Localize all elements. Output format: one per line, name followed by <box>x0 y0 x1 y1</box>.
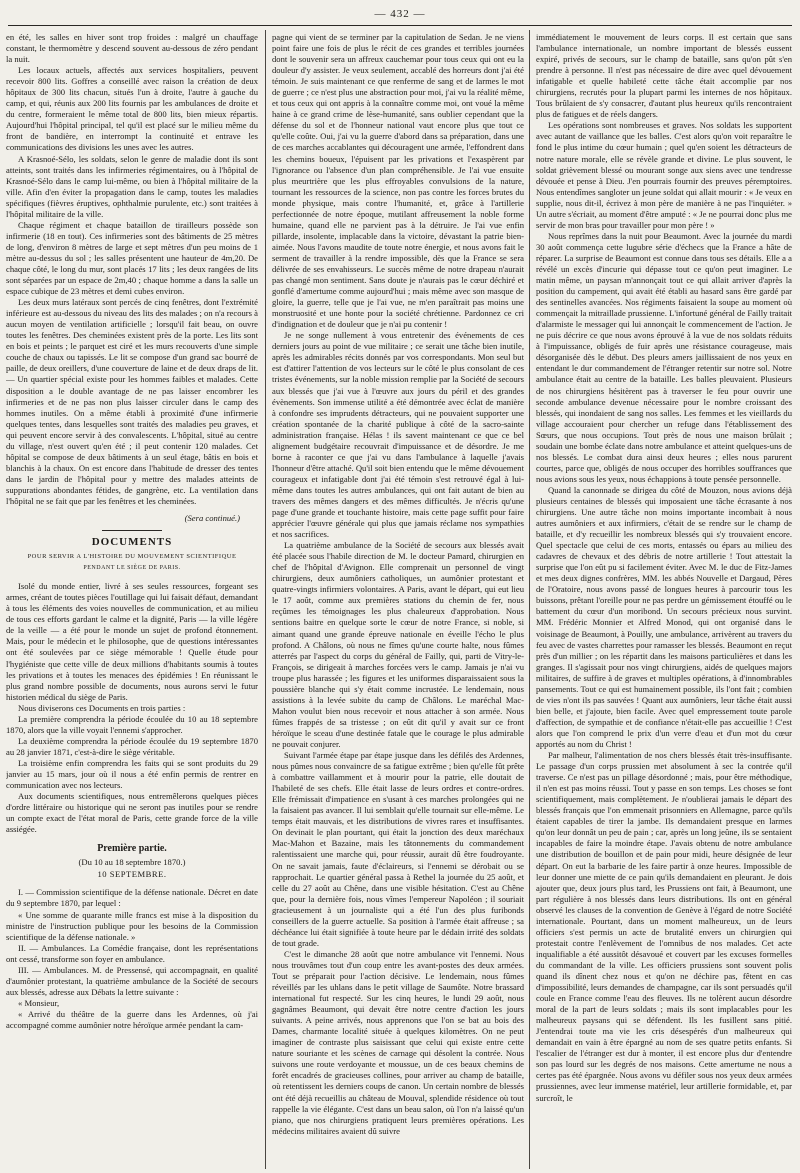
paragraph: « Une somme de quarante mille francs est mise à la disposition du ministre de l'instruction publique pour les besoins de la Commission scientifique de la défense nationale. » <box>6 909 258 942</box>
paragraph: II. — Ambulances. La Comédie française, dont les représentations ont cessé, transforme son foyer en ambulance. <box>6 942 258 964</box>
paragraph: Les opérations sont nombreuses et graves. Nos soldats les supportent avec autant de vaillance que les balles. C'est alors qu'on voit reparaître le fond le plus intime du cœur humain ; quel qu'en soient les détracteurs de notre nature morale, elle se révèle grande et divine. Le plus souvent, le soldat grièvement blessé ou mourant songe aux siens avec une tendresse dévouée et pense à Dieu. J'en pourrais fournir des preuves péremptoires. Nous entendîmes sangloter un jeune soldat qui allait mourir : « Je veux en supplie, nous dit-il, écrivez à mon père de manière à ne pas l'inquiéter. » Un autre s'écriait, au moment d'être amputé : « Je ne pourrai donc plus me servir de mon bras pour travailler pour mon père ! » <box>536 120 792 230</box>
column-1 <box>6 32 258 1169</box>
paragraph: « Arrivé du théâtre de la guerre dans les Ardennes, où j'ai accompagné comme aumônier notre héroïque armée pendant la cam- <box>6 1008 258 1030</box>
section-title: DOCUMENTS <box>91 536 173 549</box>
continuation-note: (Sera continué.) <box>184 513 240 524</box>
paragraph: La troisième enfin comprendra les faits qui se sont produits du 29 janvier au 15 mars, jour où il nous a été enfin permis de rentrer en communication avec nos lecteurs. <box>6 757 258 791</box>
paragraph: Les deux murs latéraux sont percés de cinq fenêtres, dont l'extrémité inférieure est au-dessous du niveau des lits des malades ; on n'a recours à aucun moyen de ventilation artificielle ; lorsqu'il fait beau, on ouvre toutes les fenêtres. Des cheminées existent près de la porte. Les lits sont en bois et peints ; le parquet est ciré et les murs recouverts d'une simple couche de chaux ou tapissés. Le lit se compose d'un grand sac bourré de paille, de deux oreillers, d'une couverture de laine et de deux draps de lit. — Un quartier spécial existe pour les hommes faibles et malades. Cette disposition a le double avantage de ne pas laisser encombrer les infirmeries et de ne pas non plus laisser circuler dans le camp des hommes inutiles. On a même établi à proximité d'une infirmerie quelques tentes, dans lesquelles sont traités des maladies peu graves, et qui peuvent encore servir à des convalescents. L'hôpital, situé au centre du village, n'est ouvert qu'en été ; il peut contenir 120 malades. Cet hôpital se compose de deux bâtiments à un seul étage, bâtis en bois et blanchis à la chaux. On est encore dans l'habitude de dresser des tentes dans le jardin de l'hôpital pour y mettre des malades atteints de suppurations abondantes fétides, de gangrène, etc. La ventilation dans l'hôpital ne se fait que par les fenêtres et les cheminées. <box>6 297 258 506</box>
paragraph: A Krasnoé-Sélo, les soldats, selon le genre de maladie dont ils sont atteints, sont traités dans les infirmeries régimentaires, ou à l'hôpital de Krasnoé-Sélo dans le camp lui-même, ou bien à l'hôpital militaire de la ville. Afin d'en éviter la propagation dans le camp, toutes les maladies spécifiques (fièvres éruptives, ophthalmie purulente, etc.) sont traitées à l'hôpital militaire de la ville. <box>6 153 258 219</box>
part-dates: (Du 10 au 18 septembre 1870.) <box>78 857 186 868</box>
column-3 <box>536 32 792 1169</box>
column-separator <box>265 30 266 1169</box>
paragraph: Chaque régiment et chaque bataillon de tirailleurs possède son infirmerie (18 en tout). Ces infirmeries sont des bâtiments de 25 mètres de long, d'environ 8 mètres de large et sept mètres d'un peu moins de 1 mètre au-dessus du sol ; les salles présentent une hauteur de 4m,20. De chaque côté, le long du mur, sont placés 17 lits ; les deux rangées de lits sont séparées par un espace de 2m,40 ; chaque homme a dans la salle un espace cubique de 23 mètres et demi cubes environ. <box>6 219 258 297</box>
paragraph: Aux documents scientifiques, nous entremêlerons quelques pièces d'ordre littéraire ou historique qui ne seront pas inutiles pour se rendre un compte exact de l'état moral de Paris, cette grande force de la ville assiégée. <box>6 791 258 835</box>
part-day: 10 SEPTEMBRE. <box>97 869 167 880</box>
paragraph: Isolé du monde entier, livré à ses seules ressources, forgeant ses armes, créant de toutes pièces l'outillage qui lui faisait défaut, demandant à tous les éléments des voies nouvelles de communication, et au milieu de tous ces efforts gardant le calme et la dignité, Paris — la ville légère de la veille — a été pour le monde un sujet de profond étonnement. Mais, pour le médecin et le philosophe, que de questions intéressantes ont été soulevées par ce siège mémorable ! Quelle étude pour l'hygiéniste que cette ville de deux millions d'habitants soumis à toutes les privations et à toutes les menaces des épidémies ! En réunissant le plus grand nombre possible de documents, nous aurons servi le futur historien médical du siège de Paris. <box>6 581 258 702</box>
paragraph: Nous reprîmes dans la nuit pour Beaumont. Avec la journée du mardi 30 août commença cette lugubre série d'échecs que la France a hâte de réparer. La surprise de Beaumont est connue dans tous ses détails. Elle a a révélé un excès d'incurie qui dépasse tout ce qu'on peut imaginer. Le matin même, un paysan m'annonçait tout ce qui allait arriver d'après la position du campement, qui avait été établi au hasard sans être gardé par des sentinelles avancées. Nos régiments faisaient la soupe au moment où commençait la mitraillade prussienne. L'infortuné général de Failly traitait d'alarmiste le messager qui lui annonçait le commencement de l'action. Je ne puis décrire ce que nous avons éprouvé à la vue de nos soldats réduits à l'impuissance, obligés de fuir après une résistance courageuse, mais désorganisée dès le début. Des pleurs amers jaillissaient de nos yeux en entendant le dur commandement de l'étranger retentir sur notre sol. Notre ambulance était au centre de la bataille. Les balles pleuvaient. Plusieurs de nos chirurgiens hésitèrent pas à traverser le feu pour ouvrir une seconde ambulance devenue nécessaire pour le nombre croissant des blessés, qui inondaient de sang nos salles. Les femmes et les vieillards du village accouraient pour chercher un refuge dans l'établissement des Sœurs, que nous occupions. Tout près de nous une maison brûlait ; soudain une bombe éclate dans notre ambulance et atteint quelques-uns de nos blessés. Le combat dura ainsi deux heures ; elles nous parurent courtes, parce que, obligés de nous occuper des horribles souffrances que nous avions sous les yeux, nous échappions à toute pensée personnelle. <box>536 230 792 484</box>
page-number: — 432 — <box>374 8 426 20</box>
section-subtitle: POUR SERVIR A L'HISTOIRE DU MOUVEMENT SCIENTIFIQUE <box>27 553 237 561</box>
paragraph: I. — Commission scientifique de la défense nationale. Décret en date du 9 septembre 1870, par lequel : <box>6 887 258 909</box>
paragraph: « Monsieur, <box>18 997 60 1008</box>
paragraph: Suivant l'armée étape par étape jusque dans les défilés des Ardennes, nous pûmes nous convaincre de sa fatigue extrême ; bien qu'elle fût prête à combattre vaillamment et à mourir pour la patrie, elle doutait de l'habileté de ses chefs. Elle était lasse de leurs ordres et contre-ordres. Elle frémissait d'impatience en s'usant à ces marches prolongées qui ne la faisaient pas avancer. Il lui semblait qu'elle tournait sur elle-même. Le temps était mauvais, et les distributions de vivres rares et insuffisantes. On devinait le plan pourtant, qui était la jonction des deux maréchaux Mac-Mahon et Bazaine, mais les tâtonnements du commandement ralentissaient une marche qui, pour réussir, aurait dû être foudroyante. On ne savait jamais, faute d'éclaireurs, si l'ennemi se dérobait ou se rapprochait. Le quartier général passa à Rethel la journée du 25 août, et celle du 27 août au Chêne, dans une visible hésitation. C'est au Chêne que, pour la dernière fois, nous vîmes l'empereur Napoléon ; il souriait gracieusement à un journaliste qui a été l'un des plus furibonds conseillers de la guerre actuelle. Sa position à l'armée était affreuse ; sa déchéance lui était signifiée à toute heure par le dédain irrité des soldats de tout grade. <box>272 750 524 948</box>
paragraph: Quand la canonnade se dirigea du côté de Mouzon, nous avions déjà plusieurs centaines de blessés qui imposaient une tâche écrasante à nos chirurgiens. Une autre tâche non moins importante incombait à nous autres aumôniers et aux infirmiers, c'était de se rendre sur le champ de bataille, et d'y recueillir les nombreux blessés qui s'y trouvaient encore. Quel spectacle que celui de ces morts, entassés ou épars au milieu des cadavres de chevaux et des débris de notre artillerie ! Tout attestait la surprise que l'on eût pu si facilement éviter. Avec M. le duc de Fitz-James et mes deux dignes confrères, MM. les abbés Nouvelle et Dargaud, Pères de l'Oratoire, nous avons passé de longues heures à parcourir tous les buissons, prêtant l'oreille pour ne pas perdre un gémissement étouffé ou le battement du cœur d'un moribond. Un secours précieux nous survint. MM. Frédéric Monnier et Alfred Monod, qui ont organisé dans le voisinage de Beaumont, à Pouilly, une ambulance, arrivèrent au travers du feu avec de vastes charrettes pour ramasser les blessés. Beaumont en reçut près d'un millier ; on les répartit dans les maisons particulières et dans les granges. Il s'agissait pour nos vingt chirurgiens, aidés de quelques majors militaires, de suffire à de graves et multiples opérations, à d'innombrables pansements. Tout ce qui est humainement possible, ils l'ont fait ; combien de vies n'ont ils pas sauvées ! Quant aux aumôniers, leur tâche était aussi bien belle, et j'ajoute, bien facile. Avec quel empressement toute parole d'affection, de sympathie et de confiance n'était-elle pas accueillie ! C'est alors que l'on comprend le prix d'un verre d'eau et d'un mot du cœur apportés au nom du Christ ! <box>536 484 792 749</box>
paragraph: Les locaux actuels, affectés aux services hospitaliers, peuvent recevoir 800 lits. Goffres a conseillé avec raison la création de deux hôpitaux de 300 lits chacun, situés l'un à droite, l'autre à gauche du camp, et qui, réunis aux 200 lits fournis par les ambulances de droite et du centre, formeraient le même total de 800 lits, bien mieux répartis. Aujourd'hui l'hôpital principal, tel qu'il est placé sur le milieu même du front de bandière, en interrompt la continuité et entrave les communications des divisions les unes avec les autres. <box>6 65 258 153</box>
paragraph: La quatrième ambulance de la Société de secours aux blessés avait été placée sous l'habile direction de M. le docteur Pamard, chirurgien en chef de l'hôpital d'Avignon. Elle comprenait un personnel de vingt chirurgiens, deux aumôniers catholiques, un aumônier protestant et quatre-vingts infirmiers volontaires. A Paris, avant le départ, qui eut lieu le 17 août, comme aux premières stations du chemin de fer, nous reçûmes les témoignages les plus chaleureux d'approbation. Nous sentions baitre en quelque sorte le cœur de notre France, si noble, si aimant quand une grande épreuve nationale en éveille l'écho le plus profond. A Châlons, où nous ne fîmes qu'une courte halte, nous fûmes atterrés par l'aspect du corps du général de Failly, qui, parti de Vitry-le-François, se dirigeait à marches forcées vers le camp. Jamais je n'ai vu troupe plus harassée ; les figures et les uniformes disparaissaient sous la poussière blanche qui s'y était comme incrustée. Le lendemain, nous assistions à la levée subite du camp de Châlons. Le maréchal Mac-Mahon voulut bien nous recevoir et nous attacher à son armée. Nous fûmes frappés de sa tristesse ; on eût dit qu'il y avait sur ce front héroïque le sceau d'une destinée fatale que le courage le plus admirable ne pouvait conjurer. <box>272 540 524 749</box>
column-separator <box>529 30 530 1169</box>
paragraph: Par malheur, l'alimentation de nos chers blessés était très-insuffisante. Le passage d'un corps prussien met absolument à sec la contrée qu'il traverse. Ce n'est pas un pillage désordonné ; mais, pour être méthodique, il n'en est pas moins réussi. Tout y passe en son temps. Les choses se font scientifiquement, mais complètement. Je n'oublierai jamais le départ des blessés français que l'on emmenait prisonniers en Allemagne, parce qu'ils étaient capables de tirer la jambe. Ils demandaient presque en larmes qu'on leur donnât un peu de pain ; car, après un long jeûne, ils se sentaient incapables de faire la moindre étape. J'avais obtenu de notre ambulance une distribution de bouillon et de pain pour midi, heure désignée de leur départ. On eut la barbarie de les faire partir à onze heures. Impossible de leur donner une miette de ce pain qu'ils demandaient en pleurant. Je dois ajouter que, deux jours plus tard, les Prussiens ont fait, à Beaumont, une part régulière à nos blessés dans leurs distributions. Ils ont en général observé les clauses de la convention de Genève à l'égard de notre Société internationale. Pourtant, dans un moment malheureux, un de leurs officiers s'est permis un acte de brutalité envers un chirurgien qui protestait contre l'enlèvement de l'omnibus de nos malades. Cet acte inqualifiable a été aussitôt désavoué et couvert par les excuses formelles du commandant de la ville. Les officiers prussiens sont souvent polis quand ils dînent chez nous et qu'on ne déchire pas, fêtent en cas d'impossibilité, leurs demandes de champagne, car ils sont persuadés qu'il coule en France comme l'eau des fleuves. Ils ne tolèrent aucun désordre moral de la part de leurs soldats ; mais ils sont implacables pour les malheureux paysans qui se défendent. Ils les fusillent sans pitié. J'entendrai toute ma vie les cris désespérés d'un malheureux qui demandait en vain à être épargné au nom de ses quatre petits enfants. Si l'escalier de l'étranger est dur à monter, il est encore plus dur d'entendre son pas lourd sur les degrés de nos maisons. Cette amertume ne nous a certes pas été épargnée. Nous avons vu défiler sous nos yeux deux armées prussiennes, avec leur immense matériel, leur artillerie formidable, et, par surcroît, le <box>536 750 792 1103</box>
paragraph: en été, les salles en hiver sont trop froides : malgré un chauffage constant, le thermomètre y descend souvent au-dessous de zéro pendant la nuit. <box>6 32 258 65</box>
top-rule <box>8 25 792 26</box>
paragraph: pagne qui vient de se terminer par la capitulation de Sedan. Je ne viens point faire une fois de plus le récit de ces grandes et terribles journées dont le souvenir sera un affreux cauchemar pour tous ceux qui ont eu la douleur d'y assister. Je veux seulement, accablé des horreurs dont j'ai été témoin. Je suis maintenant ce que renferme de sang et de larmes le mot de guerre ; ce n'est plus une abstraction pour moi, j'ai vu la réalité même, et tous ceux qui ont appris à la connaître comme moi, ont voué la même haine à ce grand crime de lèse-humanité, sans oublier cependant que la défense du sol et de l'honneur national vaut encore plus que tout ce qu'elle coûte. Oui, j'ai vu la guerre d'abord dans sa préparation, dans une de ces marches accablantes qui découragent une armée, l'effondrent dans les chemins boueux, l'épuisent par les privations et l'exaspèrent par l'ignorance ou l'absence d'un plan compréhensible. Je l'ai vue ensuite plus meurtrière que les plus effroyables convulsions de la nature, tournant les ressources de la science, non pas contre les forces brutes du monde physique, mais contre l'humanité, et, grâce à l'artillerie perfectionnée de notre époque, mutilant affreusement la noble forme humaine, quand elle ne parvient pas à la détruire. Je l'ai vue enfin pillarde, insolente, implacable dans la victoire, dévastant la patrie bien-aimée. Nous l'avons maudite de toute notre énergie, et nous avons fait le serment de travailler à la rendre impossible, dès que la France se sera délivrée de ses envahisseurs. Le succès même de notre drapeau n'aurait pas changé mon sentiment. Sans doute je n'aurais pas le cœur déchiré et gonflé d'amertume comme aujourd'hui ; mais même avec son masque de gloire, la guerre, telle que je l'ai vue, ne m'en paraîtrait pas moins une monstruosité et une honte pour la société chrétienne. Pardonnez ce cri d'indignation et de douleur que je n'ai pu contenir ! <box>272 32 524 330</box>
paragraph: La première comprendra la période écoulée du 10 au 18 septembre 1870, alors que la ville voyait l'ennemi s'approcher. <box>6 713 258 735</box>
paragraph: immédiatement le mouvement de leurs corps. Il est certain que sans l'ambulance internationale, un nombre important de blessés eussent expiré, privés de secours, sur le champ de bataille, sans qu'on pût s'en prendre à personne. Il n'est pas nécessaire de dire avec quel dévouement infatigable et quelle habileté cette tâche était accomplie par nos chirurgiens, recrutés pour la plupart parmi les internes de nos hôpitaux. Tous brûlaient de s'y consacrer, d'autant plus heureux qu'ils rencontraient plus de fatigues et de réels dangers. <box>536 32 792 120</box>
part-title: Première partie. <box>97 843 167 855</box>
section-divider <box>102 530 162 531</box>
paragraph: III. — Ambulances. M. de Pressensé, qui accompagnait, en qualité d'aumônier protestant, la quatrième ambulance de la Société de secours aux blessés, adresse aux Débats la lettre suivante : <box>6 964 258 997</box>
paragraph: Je ne songe nullement à vous entretenir des événements de ces derniers jours au point de vue militaire ; ce serait une tâche bien inutile, après les admirables récits donnés par vos correspondants. Mon seul but est d'attirer l'attention de vos lecteurs sur le côté le plus consolant de ces tristes événements, sur la noble mission remplie par la Société de secours aux blessés que j'ai vue à l'œuvre aux jours du péril et des grandes évènements. Son immense utilité a été démontrée avec éclat de manière à confondre ses imprudents détracteurs, qui ne pouvaient supporter une création spontanée de la charité publique à côté de la sacro-sainte administration française. Hélas ! ils savent maintenant ce que ce bel alignement budgétaire recouvrait d'impuissance et de désordre. Je me borne à raconter ce que j'ai vu dans l'ambulance à laquelle j'avais l'honneur d'être attaché. Qu'il soit bien entendu que le même dévouement courageux et infatigable dont j'ai été témoin s'est retrouvé égal à lui-même dans toutes les autres ambulances, qui ont fait autant de bien au travers des mêmes dangers et des mêmes difficultés. Je n'écris qu'une page d'une grande et touchante histoire, mais cette page suffit pour faire apprécier l'œuvre générale qui plus que jamais réclame nos sympathies et nos sacrifices. <box>272 330 524 540</box>
paragraph: Nous diviserons ces Documents en trois parties : <box>18 702 186 713</box>
section-subtitle-2: PENDANT LE SIÈGE DE PARIS. <box>83 565 181 572</box>
paragraph: La deuxième comprendra la période écoulée du 19 septembre 1870 au 28 janvier 1871, c'est-à-dire le siège véritable. <box>6 735 258 757</box>
paragraph: C'est le dimanche 28 août que notre ambulance vit l'ennemi. Nous nous trouvâmes tout d'un coup entre les avant-postes des deux armées. Tout se préparait pour l'action décisive. Le lendemain, nous fûmes réveillés par les uhlans dans le petit village de Saumôte. Notre brassard international fut respecté. Sur les cinq heures, le lundi 29 août, nous gagnâmes Beaumont, qui devait être notre centre d'action les jours suivants. A peine arrivés, nous apprenons que l'on se bat au bois des Dames, charmante localité située à quelques kilomètres. On ne peut imaginer de contraste plus saisissant que celui qui existe entre cette nature souriante et les scènes de carnage qui désolent la contrée. Nous suivons une route verdoyante et moussue, un de ces beaux chemins de forêt encadrés de gracieuses collines, pour arriver au champ de bataille, où retentissent les derniers coups de canon. Un certain nombre de blessés ont été déjà recueillis au château de Mouval, splendide résidence où tout rappelle la vie élégante. C'est dans un beau salon, où l'on n'a laissé qu'un piano, que nos chirurgiens pratiquent leurs premières opérations. Les médecins militaires avaient dû suivre <box>272 948 524 1136</box>
column-2 <box>272 32 524 1169</box>
